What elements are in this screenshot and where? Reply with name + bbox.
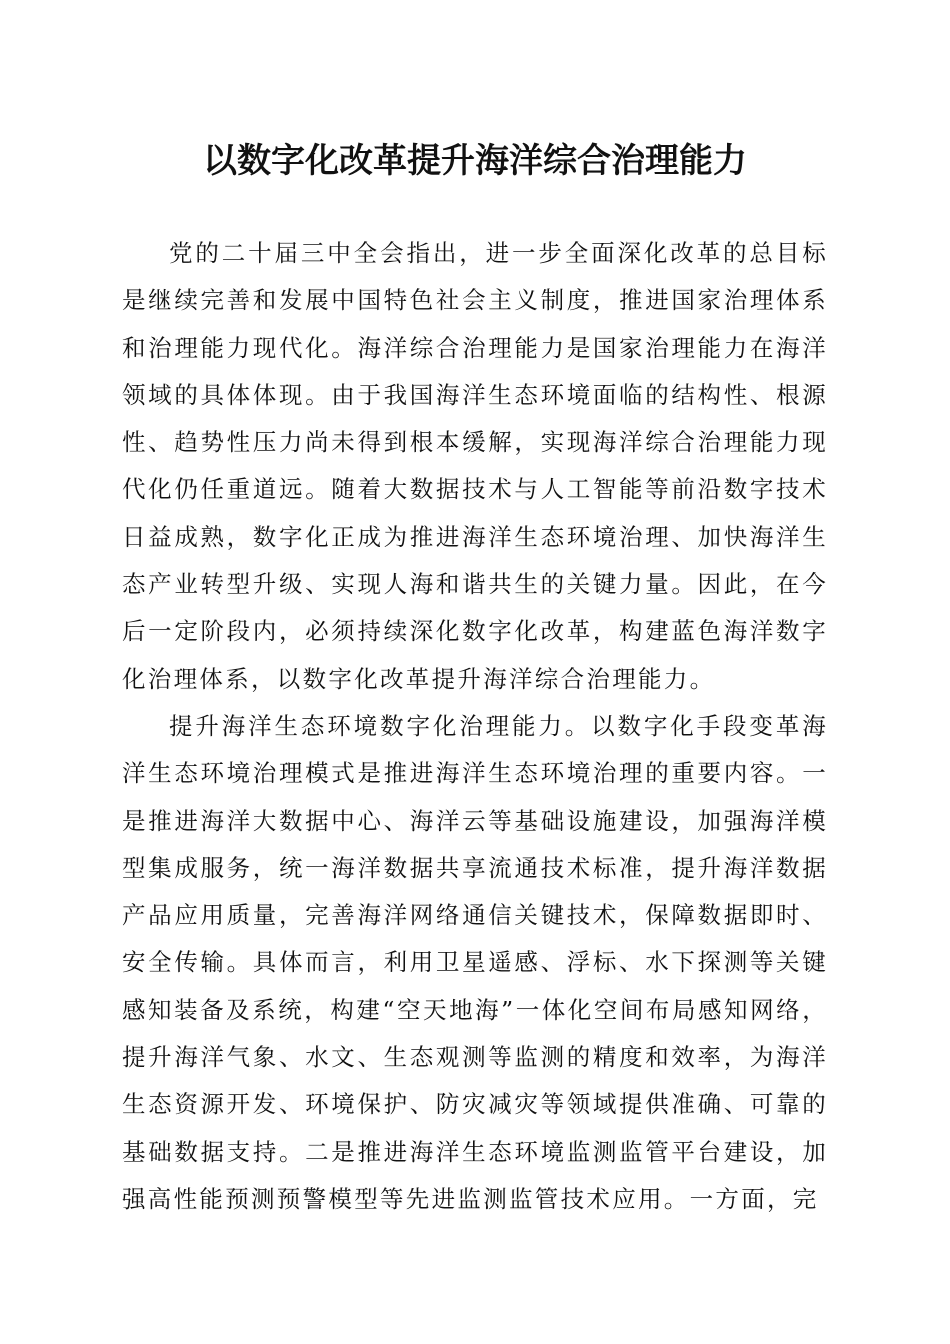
document-body	[122, 230, 828, 1223]
paragraph-intro: 党的二十届三中全会指出，进一步全面深化改革的总目标是继续完善和发展中国特色社会主义制度，推进国家治理体系和治理能力现代化。海洋综合治理能力是国家治理能力在海洋领域的具体体现。由于我国海洋生态环境面临的结构性、根源性、趋势性压力尚未得到根本缓解，实现海洋综合治理能力现代化仍任重道远。随着大数据技术与人工智能等前沿数字技术日益成熟，数字化正成为推进海洋生态环境治理、加快海洋生态产业转型升级、实现人海和谐共生的关键力量。因此，在今后一定阶段内，必须持续深化数字化改革，构建蓝色海洋数字化治理体系，以数字化改革提升海洋综合治理能力。	[122, 239, 828, 693]
paragraph-ecological-governance: 提升海洋生态环境数字化治理能力。以数字化手段变革海洋生态环境治理模式是推进海洋生态环境治理的重要内容。一是推进海洋大数据中心、海洋云等基础设施建设，加强海洋模型集成服务，统一海洋数据共享流通技术标准，提升海洋数据产品应用质量，完善海洋网络通信关键技术，保障数据即时、安全传输。具体而言，利用卫星遥感、浮标、水下探测等关键感知装备及系统，构建“空天地海”一体化空间布局感知网络，提升海洋气象、水文、生态观测等监测的精度和效率，为海洋生态资源开发、环境保护、防灾减灾等领域提供准确、可靠的基础数据支持。二是推进海洋生态环境监测监管平台建设，加强高性能预测预警模型等先进监测监管技术应用。一方面，完	[122, 711, 828, 1213]
document-title: 以数字化改革提升海洋综合治理能力	[203, 141, 747, 181]
